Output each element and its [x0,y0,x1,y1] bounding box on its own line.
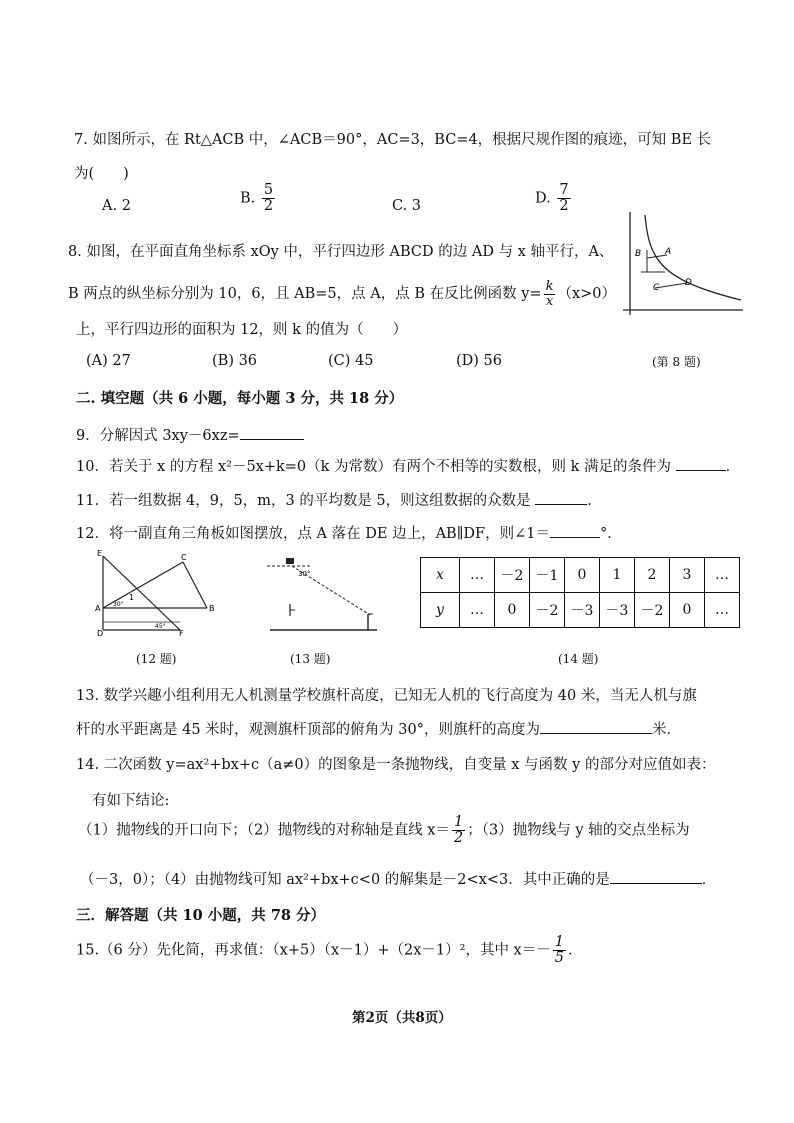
q12: 12．将一副直角三角板如图摆放，点 A 落在 DE 边上，AB∥DF，则∠1＝ °． [76,526,622,542]
table-cell: －1 [530,558,565,593]
q13-answer-blank[interactable] [540,721,652,734]
table-cell: … [705,558,740,593]
table-14 [420,557,740,628]
section3-title: 三．解答题（共 10 小题，共 78 分） [76,907,326,924]
q7-option-d: D. $\frac{7}{2}$ [535,182,569,215]
q14-answer-blank[interactable] [610,871,702,884]
table-cell: 0 [565,558,600,593]
table-cell: －2 [530,593,565,628]
fig12-angle-30: 30° [113,601,124,608]
q10: 10．若关于 x 的方程 x²－5x+k=0（k 为常数）有两个不相等的实数根，则 k 满足的条件为 ． [76,459,741,475]
table-cell: －2 [635,593,670,628]
fig13-caption: (13 题) [290,652,331,666]
table-row-x [421,558,740,593]
table-cell: 2 [635,558,670,593]
fig12-label-b: B [209,604,215,613]
fig12-label-a: A [95,604,101,613]
q7-line2: 为( ) [74,166,129,182]
q8-line3: 上，平行四边形的面积为 12，则 k 的值为（ ） [76,322,408,338]
table-cell: 3 [670,558,705,593]
q7-option-c: C. 3 [392,198,422,214]
figure-8 [615,210,745,320]
fig12-label-e: E [97,549,103,558]
fig12-label-c: C [181,553,187,562]
fig8-label-c: C [653,283,660,293]
q11: 11．若一组数据 4，9，5，m，3 的平均数是 5，则这组数据的众数是 ． [76,493,602,509]
fig12-label-f: F [179,629,184,638]
fig12-angle-45: 45° [155,623,166,630]
q7-option-b: B. $\frac{5}{2}$ [240,182,274,215]
figure-13 [262,552,382,637]
q9: 9．分解因式 3xy－6xz= [76,424,304,445]
table-cell: 0 [495,593,530,628]
q13-line1: 13. 数学兴趣小组利用无人机测量学校旗杆高度，已知无人机的飞行高度为 40 米，当无人机与旗 [76,688,697,704]
figure-12 [95,548,225,638]
q8-line2: B 两点的纵坐标分别为 10，6，且 AB=5，点 A，点 B 在反比例函数 y= $\frac{k}{x}$ （x>0） [68,279,617,309]
table-cell: … [460,558,495,593]
q12-answer-blank[interactable] [550,525,600,538]
fig8-caption: (第 8 题) [652,355,701,369]
fig13-angle-30: 30° [298,570,311,578]
table-cell: 1 [600,558,635,593]
table-cell: －3 [565,593,600,628]
table-cell: … [460,593,495,628]
q8-option-d: (D) 56 [456,353,502,369]
q7-line1: 7. 如图所示，在 Rt△ACB 中，∠ACB＝90°，AC=3，BC=4，根据尺规作图的痕迹，可知 BE 长 [74,132,712,148]
q10-answer-blank[interactable] [676,458,726,471]
q8-option-b: (B) 36 [212,353,258,369]
q7-option-a: A. 2 [102,198,131,214]
q8-line1: 8. 如图，在平面直角坐标系 xOy 中，平行四边形 ABCD 的边 AD 与 x 轴平行，A、 [68,244,614,260]
fig8-label-d: D [685,278,692,288]
q14-line4: （－3，0）；（4）由抛物线可知 ax²+bx+c<0 的解集是－2<x<3．其中正确的是 ． [80,872,717,888]
q8-option-c: (C) 45 [328,353,374,369]
q14-line2: 有如下结论: [92,793,170,809]
fig12-angle-1: 1 [129,593,135,602]
q14-line3: （1）抛物线的开口向下；（2）抛物线的对称轴是直线 x＝ $\frac{1}{2}$ ；（3）抛物线与 y 轴的交点坐标为 [78,814,690,847]
q11-answer-blank[interactable] [535,492,587,505]
page-footer: 第2页（共8页） [352,1010,452,1026]
table-header-x: x [421,558,460,593]
section2-title: 二. 填空题（共 6 小题，每小题 3 分，共 18 分） [76,390,404,407]
table-cell: －2 [495,558,530,593]
table-cell: 0 [670,593,705,628]
q9-answer-blank[interactable] [240,427,304,440]
fig12-label-d: D [97,629,104,638]
q13-line2: 杆的水平距离是 45 米时，观测旗杆顶部的俯角为 30°，则旗杆的高度为 米． [76,722,681,738]
table-row-y [421,593,740,628]
table-cell: … [705,593,740,628]
fig8-label-b: B [635,249,642,259]
table-cell: －3 [600,593,635,628]
q15: 15.（6 分）先化简，再求值：（x+5）（x－1）+（2x－1）²，其中 x＝－ $\frac{1}{5}$ ． [76,934,583,967]
table14-caption: (14 题) [558,652,599,666]
fig8-label-a: A [665,247,672,257]
fig12-caption: (12 题) [136,652,177,666]
q8-option-a: (A) 27 [86,353,131,369]
q14-line1: 14. 二次函数 y=ax²+bx+c（a≠0）的图象是一条抛物线，自变量 x 与函数 y 的部分对应值如表： [76,757,716,773]
table-header-y: y [421,593,460,628]
